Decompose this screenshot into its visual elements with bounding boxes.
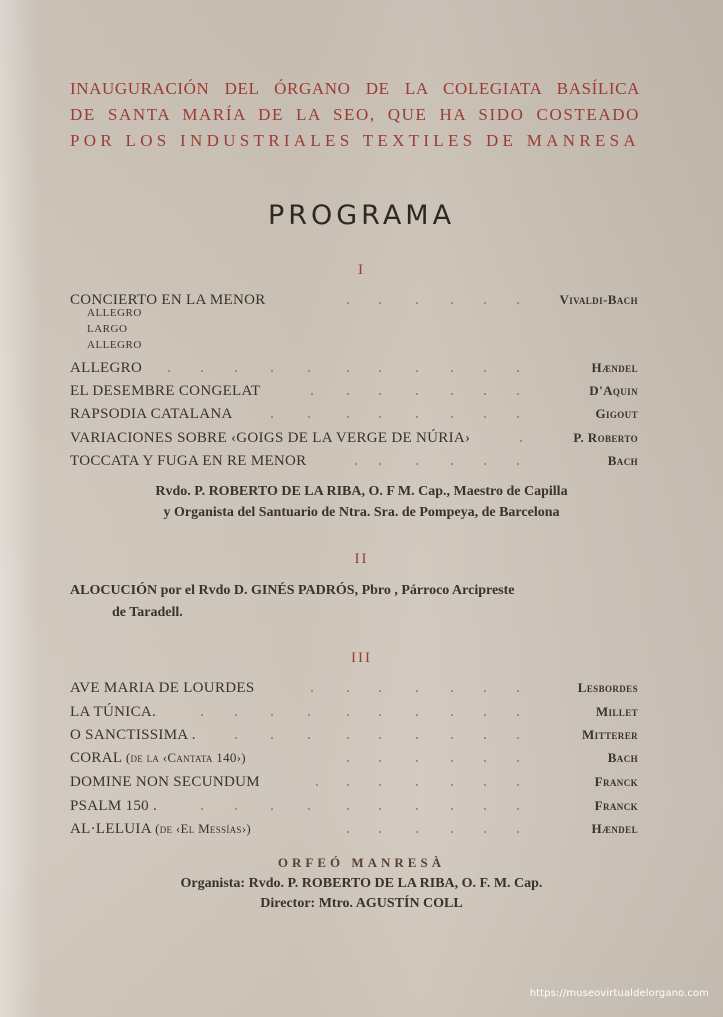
header-line-1: INAUGURACIÓN DEL ÓRGANO DE LA COLEGIATA BASÍLICA <box>70 79 640 98</box>
composer: Vivaldi-Bach <box>559 292 638 307</box>
work-title <box>70 748 246 768</box>
work-title <box>70 819 251 839</box>
work-title: EL DESEMBRE CONGELAT <box>70 383 261 399</box>
composer: Hændel <box>591 821 638 836</box>
performer-credit-line: y Organista del Santuario de Ntra. Sra. de Pompeya, de Barcelona <box>163 505 560 520</box>
organist-credit: Organista: Rvdo. P. ROBERTO DE LA RIBA, O. F. M. Cap. <box>180 876 543 891</box>
work-title: CONCIERTO EN LA MENOR <box>70 292 266 308</box>
performer-credit-line: Rvdo. P. ROBERTO DE LA RIBA, O. F M. Cap., Maestro de Capilla <box>155 484 568 499</box>
composer: D'Aquin <box>589 383 638 398</box>
work-title: PSALM 150 . <box>70 798 158 814</box>
program-item <box>70 819 638 839</box>
program-item <box>70 381 638 401</box>
movement: ALLEGRO <box>87 307 142 319</box>
work-title: ALLEGRO <box>70 360 143 376</box>
inauguration-header <box>70 76 640 154</box>
movement: ALLEGRO <box>87 339 142 351</box>
composer: Bach <box>607 750 638 765</box>
composer: Bach <box>607 453 638 468</box>
composer: Hændel <box>591 360 638 375</box>
alocucion-continuation: de Taradell. <box>112 605 183 620</box>
program-item <box>70 290 638 310</box>
composer: P. Roberto <box>573 430 638 445</box>
work-title: VARIACIONES SOBRE ‹GOIGS DE LA VERGE DE NÚRIA› <box>70 430 471 446</box>
section-number-2: II <box>354 551 369 567</box>
work-title: AVE MARIA DE LOURDES <box>70 680 255 696</box>
composer: Franck <box>594 774 638 789</box>
work-title: LA TÚNICA. <box>70 704 157 720</box>
program-item <box>70 702 638 722</box>
choir-name: ORFEÓ MANRESÀ <box>277 855 446 870</box>
program-item <box>70 358 638 378</box>
composer: Lesbordes <box>577 680 638 695</box>
work-title: TOCCATA Y FUGA EN RE MENOR <box>70 453 307 469</box>
program-item <box>70 428 638 448</box>
director-credit: Director: Mtro. AGUSTÍN COLL <box>260 896 463 911</box>
program-item <box>70 451 638 471</box>
program-item <box>70 772 638 792</box>
work-title: DOMINE NON SECUNDUM <box>70 774 260 790</box>
program-item <box>70 678 638 698</box>
composer: Millet <box>595 704 638 719</box>
work-note: (de ‹El Messías›) <box>155 821 251 836</box>
work-note: (de la ‹Cantata 140›) <box>125 750 246 765</box>
header-line-3: POR LOS INDUSTRIALES TEXTILES DE MANRESA <box>70 131 640 150</box>
section-number-3: III <box>351 650 372 666</box>
composer: Mitterer <box>582 727 638 742</box>
header-line-2: DE SANTA MARÍA DE LA SEO, QUE HA SIDO COSTEADO <box>70 105 640 124</box>
source-watermark: https://museovirtualdelorgano.com <box>529 988 709 999</box>
program-item <box>70 404 638 424</box>
alocucion-text <box>70 580 640 624</box>
work-title: O SANCTISSIMA . <box>70 727 196 743</box>
alocucion-main: ALOCUCIÓN por el Rvdo D. GINÉS PADRÓS, Pbro , Párroco Arcipreste <box>70 583 515 598</box>
program-item <box>70 748 638 768</box>
program-item <box>70 796 638 816</box>
program-item <box>70 725 638 745</box>
composer: Franck <box>594 798 638 813</box>
movement: LARGO <box>87 323 128 335</box>
page-title: PROGRAMA <box>267 200 456 231</box>
composer: Gigout <box>595 406 638 421</box>
work-title-main: AL·LELUIA <box>70 821 152 837</box>
work-title: RAPSODIA CATALANA <box>70 406 233 422</box>
section-number-1: I <box>358 262 365 278</box>
work-title-main: CORAL <box>70 750 122 766</box>
